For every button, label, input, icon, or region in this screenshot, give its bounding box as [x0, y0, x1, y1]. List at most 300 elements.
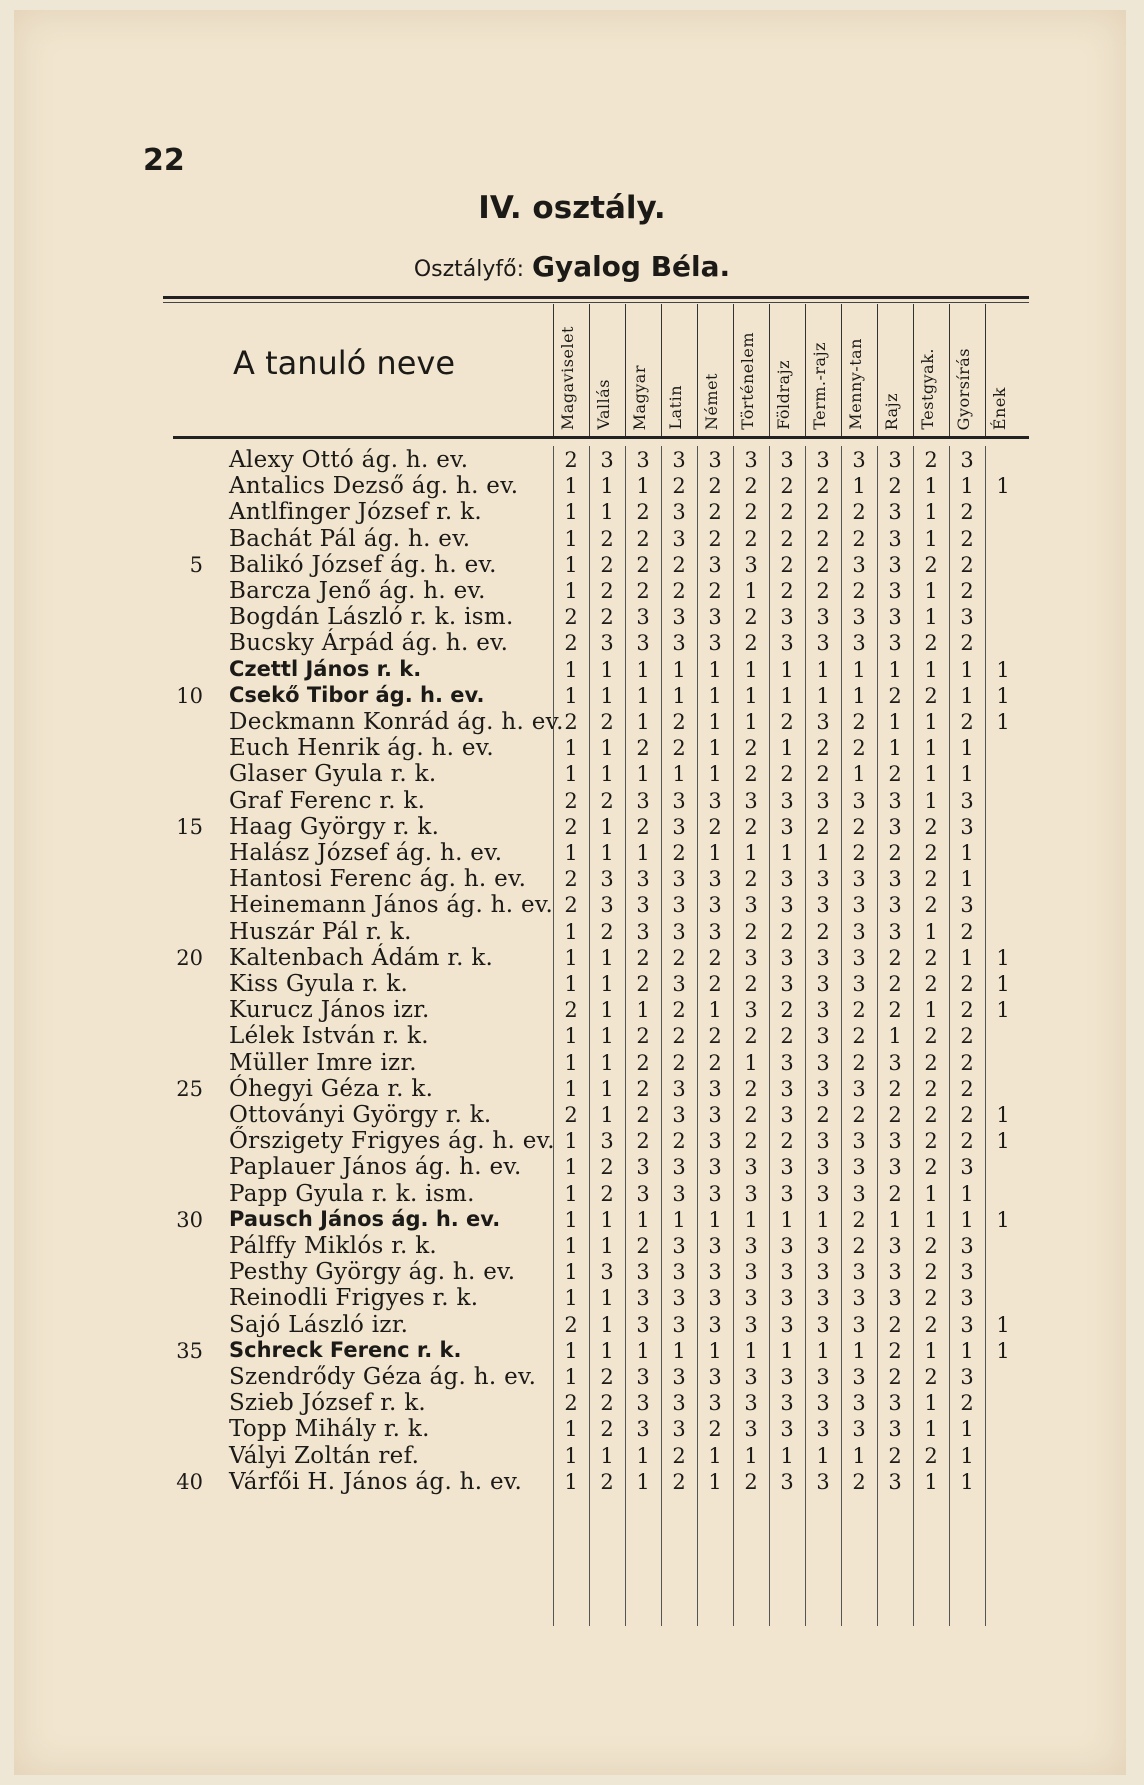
- grade-cell: 2: [672, 841, 686, 865]
- grade-cell: 3: [816, 1234, 830, 1258]
- grade-cell: 2: [924, 893, 938, 918]
- grade-cell: 2: [888, 1365, 902, 1389]
- grade-cell: 3: [816, 605, 830, 630]
- grade-cell: 1: [924, 526, 938, 551]
- grade-cell: 1: [672, 762, 686, 787]
- grade-cell: 3: [600, 448, 614, 472]
- grade-cell: 3: [744, 1234, 758, 1258]
- grade-cell: 3: [672, 1181, 686, 1206]
- grade-cell: 1: [708, 683, 722, 708]
- grade-cell: 3: [708, 605, 722, 630]
- grade-cell: 3: [636, 1155, 650, 1180]
- grade-cell: 2: [852, 736, 866, 761]
- grade-cell: 1: [924, 998, 938, 1023]
- grade-cell: 2: [708, 474, 722, 499]
- row-number: 15: [176, 814, 203, 839]
- grade-cell: 3: [816, 867, 830, 892]
- student-name: Szieb József r. k.: [229, 1390, 427, 1417]
- grade-cell: 1: [888, 1024, 902, 1049]
- grade-cell: 2: [924, 1312, 938, 1337]
- grade-cell: 3: [960, 788, 974, 813]
- grade-cell: 2: [636, 1076, 650, 1101]
- grade-cell: 3: [960, 814, 974, 839]
- grade-cell: 2: [780, 710, 794, 734]
- grade-cell: 2: [780, 998, 794, 1023]
- grade-cell: 1: [564, 552, 578, 577]
- grade-cell: 3: [708, 1129, 722, 1154]
- row-number: 10: [176, 683, 203, 708]
- grade-cell: 3: [672, 1312, 686, 1337]
- grade-cell: 2: [924, 1286, 938, 1311]
- grade-cell: 2: [924, 1076, 938, 1101]
- grade-cell: 3: [744, 448, 758, 472]
- subject-header: [589, 304, 626, 436]
- grade-cell: 1: [924, 1207, 938, 1232]
- grade-cell: 1: [960, 1207, 974, 1232]
- grade-cell: 1: [960, 841, 974, 865]
- student-name: Reinodli Frigyes r. k.: [229, 1285, 479, 1312]
- student-name: Szendrődy Géza ág. h. ev.: [229, 1364, 537, 1390]
- grade-cell: 1: [708, 841, 722, 865]
- grade-cell: 3: [744, 945, 758, 970]
- grade-cell: 1: [672, 1207, 686, 1232]
- grade-cell: 3: [780, 867, 794, 892]
- grade-cell: 1: [852, 1338, 866, 1363]
- grade-cell: 1: [960, 945, 974, 970]
- student-name: Csekő Tibor ág. h. ev.: [229, 682, 485, 707]
- grade-cell: 3: [816, 945, 830, 970]
- grade-cell: 2: [564, 788, 578, 813]
- grade-cell: 1: [564, 1181, 578, 1206]
- grade-cell: 3: [816, 1076, 830, 1101]
- grade-cell: 1: [888, 736, 902, 761]
- grade-cell: 2: [924, 448, 938, 472]
- subject-header: [841, 304, 878, 436]
- student-name: Barcza Jenő ág. h. ev.: [229, 578, 486, 604]
- grade-cell: 3: [744, 1391, 758, 1416]
- grade-cell: 3: [672, 1417, 686, 1442]
- grade-cell: 1: [924, 605, 938, 630]
- grade-cell: 1: [564, 683, 578, 708]
- grade-cell: 2: [816, 814, 830, 839]
- grade-cell: 1: [564, 1286, 578, 1311]
- grade-cell: 2: [852, 1234, 866, 1258]
- grade-cell: 1: [924, 579, 938, 603]
- grade-cell: 3: [708, 1365, 722, 1389]
- grade-cell: 1: [600, 474, 614, 499]
- subject-header-label: Magaviselet: [558, 325, 577, 430]
- grade-cell: 2: [852, 710, 866, 734]
- grade-cell: 2: [672, 736, 686, 761]
- grade-cell: 1: [924, 736, 938, 761]
- grade-cell: 2: [960, 552, 974, 577]
- grade-cell: 3: [708, 448, 722, 472]
- grade-cell: 2: [744, 631, 758, 656]
- grade-cell: 3: [960, 1234, 974, 1258]
- subject-header: [913, 304, 950, 436]
- grade-cell: 1: [564, 1155, 578, 1180]
- grade-cell: 1: [888, 657, 902, 682]
- grade-cell: 3: [816, 998, 830, 1023]
- student-name: Antalics Dezső ág. h. ev.: [229, 473, 519, 500]
- student-name: Deckmann Konrád ág. h. ev.: [229, 709, 564, 735]
- grade-cell: 2: [780, 1024, 794, 1049]
- grade-cell: 3: [708, 1103, 722, 1127]
- grade-cell: 2: [888, 1181, 902, 1206]
- grade-cell: 1: [744, 579, 758, 603]
- grade-cell: 1: [564, 762, 578, 787]
- subject-header-label: Német: [702, 372, 721, 430]
- grade-cell: 3: [852, 945, 866, 970]
- grade-cell: 1: [996, 972, 1010, 996]
- grade-cell: 3: [636, 788, 650, 813]
- grade-cell: 3: [852, 1417, 866, 1442]
- grade-cell: 1: [924, 1181, 938, 1206]
- grade-cell: 2: [780, 474, 794, 499]
- row-number: 35: [176, 1338, 203, 1363]
- grade-cell: 2: [960, 1129, 974, 1154]
- grade-cell: 3: [816, 1469, 830, 1494]
- student-name: Kurucz János izr.: [229, 997, 430, 1024]
- student-name: Euch Henrik ág. h. ev.: [229, 735, 494, 762]
- grade-cell: 3: [852, 1260, 866, 1285]
- row-number: 20: [176, 945, 203, 970]
- grade-cell: 2: [924, 972, 938, 996]
- grade-cell: 1: [960, 736, 974, 761]
- grade-cell: 3: [780, 1076, 794, 1101]
- student-name: Bogdán László r. k. ism.: [229, 604, 514, 631]
- grade-cell: 1: [564, 1207, 578, 1232]
- grade-cell: 3: [708, 893, 722, 918]
- grade-cell: 2: [924, 683, 938, 708]
- subject-header-label: Term.-rajz: [810, 342, 829, 430]
- grade-cell: 2: [636, 1129, 650, 1154]
- grade-cell: 2: [564, 1312, 578, 1337]
- subject-header-label: Történelem: [738, 332, 757, 430]
- grade-cell: 1: [744, 1443, 758, 1468]
- grade-cell: 2: [600, 1417, 614, 1442]
- grade-cell: 3: [672, 1103, 686, 1127]
- grade-cell: 3: [888, 448, 902, 472]
- grade-cell: 2: [744, 762, 758, 787]
- grade-cell: 3: [852, 972, 866, 996]
- grade-cell: 2: [816, 474, 830, 499]
- grade-cell: 3: [852, 788, 866, 813]
- grade-cell: 3: [708, 552, 722, 577]
- grade-cell: 2: [600, 526, 614, 551]
- grade-cell: 1: [636, 762, 650, 787]
- grade-cell: 3: [852, 1155, 866, 1180]
- grade-cell: 1: [852, 657, 866, 682]
- grade-cell: 1: [744, 1207, 758, 1232]
- grade-cell: 3: [744, 1312, 758, 1337]
- grade-cell: 3: [672, 1076, 686, 1101]
- page-number: 22: [143, 143, 185, 178]
- grade-cell: 2: [672, 1443, 686, 1468]
- grade-cell: 1: [744, 657, 758, 682]
- grade-cell: 2: [672, 1050, 686, 1075]
- grade-cell: 2: [780, 526, 794, 551]
- subject-header: [949, 304, 986, 436]
- grade-cell: 1: [852, 1443, 866, 1468]
- grade-cell: 2: [816, 579, 830, 603]
- grade-cell: 2: [708, 945, 722, 970]
- grade-cell: 1: [960, 1338, 974, 1363]
- grade-cell: 2: [708, 526, 722, 551]
- grade-cell: 1: [780, 1338, 794, 1363]
- grade-cell: 3: [888, 579, 902, 603]
- grade-cell: 2: [600, 1155, 614, 1180]
- grade-cell: 3: [960, 1365, 974, 1389]
- student-name: Kaltenbach Ádám r. k.: [229, 944, 494, 971]
- subject-header: [733, 304, 770, 436]
- grade-cell: 3: [852, 1312, 866, 1337]
- grade-cell: 1: [564, 1129, 578, 1154]
- grade-cell: 1: [600, 1286, 614, 1311]
- grade-cell: 3: [672, 631, 686, 656]
- grade-cell: 2: [924, 1103, 938, 1127]
- grade-cell: 2: [744, 814, 758, 839]
- grade-cell: 2: [744, 1129, 758, 1154]
- grade-cell: 3: [780, 631, 794, 656]
- grade-cell: 3: [780, 1103, 794, 1127]
- grade-cell: 1: [996, 1312, 1010, 1337]
- grade-cell: 2: [960, 1103, 974, 1127]
- grade-cell: 3: [780, 1469, 794, 1494]
- grade-cell: 3: [600, 867, 614, 892]
- grade-cell: 1: [816, 1207, 830, 1232]
- grade-cell: 3: [888, 1050, 902, 1075]
- grade-cell: 1: [564, 1024, 578, 1049]
- grade-cell: 3: [672, 919, 686, 944]
- grade-cell: 3: [744, 552, 758, 577]
- student-name: Kiss Gyula r. k.: [229, 971, 409, 997]
- grade-cell: 1: [744, 710, 758, 734]
- grade-cell: 3: [672, 867, 686, 892]
- grade-cell: 2: [636, 526, 650, 551]
- form-master-label: Osztályfő:: [413, 257, 524, 282]
- grade-cell: 1: [672, 683, 686, 708]
- grade-cell: 1: [564, 841, 578, 865]
- grade-cell: 3: [780, 972, 794, 996]
- grade-cell: 2: [672, 945, 686, 970]
- student-name: Őrszigety Frigyes ág. h. ev.: [229, 1128, 555, 1155]
- subject-header: [769, 304, 806, 436]
- grade-cell: 2: [960, 1024, 974, 1049]
- grade-cell: 2: [708, 579, 722, 603]
- grade-cell: 2: [636, 736, 650, 761]
- grade-cell: 3: [960, 448, 974, 472]
- grade-cell: 1: [996, 683, 1010, 708]
- grade-cell: 2: [780, 762, 794, 787]
- grade-cell: 2: [924, 1155, 938, 1180]
- grade-cell: 1: [924, 1338, 938, 1363]
- grade-cell: 3: [816, 1181, 830, 1206]
- grade-cell: 3: [816, 1365, 830, 1389]
- grade-cell: 1: [996, 1103, 1010, 1127]
- grade-cell: 2: [816, 919, 830, 944]
- grade-cell: 2: [564, 710, 578, 734]
- grade-cell: 3: [960, 1286, 974, 1311]
- grade-cell: 2: [600, 1365, 614, 1389]
- grade-cell: 3: [744, 1417, 758, 1442]
- grade-cell: 1: [600, 1443, 614, 1468]
- grade-cell: 3: [816, 710, 830, 734]
- grade-cell: 3: [744, 893, 758, 918]
- grade-cell: 1: [564, 736, 578, 761]
- grade-cell: 2: [600, 552, 614, 577]
- grade-cell: 1: [960, 762, 974, 787]
- student-name: Bucsky Árpád ág. h. ev.: [229, 630, 509, 657]
- grade-cell: 1: [600, 500, 614, 525]
- grade-cell: 2: [924, 1260, 938, 1285]
- grade-cell: 3: [888, 605, 902, 630]
- grade-cell: 3: [888, 814, 902, 839]
- grade-cell: 1: [564, 972, 578, 996]
- grade-cell: 3: [636, 1260, 650, 1285]
- grade-cell: 1: [636, 1338, 650, 1363]
- grade-cell: 2: [852, 998, 866, 1023]
- subject-header: [805, 304, 842, 436]
- grade-cell: 1: [564, 1365, 578, 1389]
- grade-cell: 3: [708, 867, 722, 892]
- student-name: Óhegyi Géza r. k.: [229, 1075, 434, 1102]
- grade-cell: 2: [564, 605, 578, 630]
- grade-cell: 2: [924, 841, 938, 865]
- grade-cell: 3: [780, 1312, 794, 1337]
- grade-cell: 3: [708, 1181, 722, 1206]
- grade-cell: 3: [960, 1260, 974, 1285]
- grade-cell: 3: [708, 788, 722, 813]
- grade-cell: 3: [672, 972, 686, 996]
- grade-cell: 3: [888, 1417, 902, 1442]
- grade-cell: 2: [888, 1103, 902, 1127]
- grade-cell: 2: [960, 631, 974, 656]
- grade-cell: 1: [636, 1443, 650, 1468]
- grade-cell: 3: [672, 500, 686, 525]
- grade-cell: 2: [852, 579, 866, 603]
- grade-cell: 3: [888, 867, 902, 892]
- grade-cell: 2: [960, 998, 974, 1023]
- grade-cell: 3: [816, 893, 830, 918]
- grade-cell: 2: [708, 1050, 722, 1075]
- grade-cell: 3: [600, 1260, 614, 1285]
- grade-cell: 3: [708, 1234, 722, 1258]
- grade-cell: 1: [600, 998, 614, 1023]
- grade-cell: 1: [564, 500, 578, 525]
- grade-cell: 3: [888, 1129, 902, 1154]
- grade-cell: 2: [924, 552, 938, 577]
- grade-cell: 2: [636, 579, 650, 603]
- subject-header: [877, 304, 914, 436]
- grade-cell: 3: [672, 605, 686, 630]
- grade-cell: 3: [636, 1417, 650, 1442]
- grade-cell: 2: [888, 1076, 902, 1101]
- grade-cell: 2: [672, 1469, 686, 1494]
- grade-cell: 3: [816, 1260, 830, 1285]
- grade-cell: 2: [780, 552, 794, 577]
- grade-cell: 1: [564, 1076, 578, 1101]
- grade-cell: 3: [960, 893, 974, 918]
- grade-cell: 1: [600, 762, 614, 787]
- grade-cell: 2: [600, 605, 614, 630]
- grade-cell: 3: [636, 1365, 650, 1389]
- student-name: Graf Ferenc r. k.: [229, 787, 426, 814]
- grade-cell: 1: [852, 683, 866, 708]
- grade-cell: 3: [888, 526, 902, 551]
- grade-cell: 3: [852, 919, 866, 944]
- grade-cell: 3: [816, 448, 830, 472]
- grade-cell: 1: [960, 1417, 974, 1442]
- grade-cell: 3: [780, 1234, 794, 1258]
- form-master-name: Gyalog Béla.: [531, 250, 731, 283]
- grade-cell: 1: [996, 998, 1010, 1023]
- grade-cell: 1: [672, 657, 686, 682]
- subject-header: [553, 304, 590, 436]
- grade-cell: 2: [960, 919, 974, 944]
- grade-cell: 1: [960, 1443, 974, 1468]
- grade-cell: 1: [924, 1469, 938, 1494]
- student-name: Vályi Zoltán ref.: [229, 1442, 420, 1469]
- grade-cell: 3: [960, 1312, 974, 1337]
- grade-cell: 3: [888, 893, 902, 918]
- subject-header: [625, 304, 662, 436]
- grade-cell: 2: [744, 1469, 758, 1494]
- grade-cell: 1: [708, 657, 722, 682]
- table-top-rule: [163, 296, 1029, 299]
- grade-cell: 1: [564, 1234, 578, 1258]
- grade-cell: 3: [888, 1469, 902, 1494]
- student-name: Sajó László izr.: [229, 1311, 409, 1338]
- grade-cell: 2: [780, 919, 794, 944]
- grade-cell: 1: [600, 945, 614, 970]
- grade-cell: 2: [852, 500, 866, 525]
- student-name: Topp Mihály r. k.: [229, 1416, 430, 1443]
- grade-cell: 1: [924, 1417, 938, 1442]
- grade-cell: 2: [888, 945, 902, 970]
- grade-cell: 1: [708, 1443, 722, 1468]
- grade-cell: 3: [852, 552, 866, 577]
- grade-cell: 1: [636, 474, 650, 499]
- grade-cell: 3: [816, 1417, 830, 1442]
- grade-cell: 2: [924, 945, 938, 970]
- grade-cell: 1: [564, 1050, 578, 1075]
- grade-cell: 3: [636, 605, 650, 630]
- grade-cell: 3: [636, 1181, 650, 1206]
- grade-cell: 2: [960, 579, 974, 603]
- grade-cell: 1: [600, 1024, 614, 1049]
- grade-cell: 2: [600, 1181, 614, 1206]
- grade-cell: 2: [744, 919, 758, 944]
- grade-cell: 3: [780, 1181, 794, 1206]
- grade-cell: 2: [888, 1338, 902, 1363]
- student-name: Várfői H. János ág. h. ev.: [229, 1468, 523, 1495]
- grade-cell: 1: [924, 710, 938, 734]
- grade-cell: 2: [600, 579, 614, 603]
- grade-cell: 1: [600, 1207, 614, 1232]
- grade-cell: 2: [960, 500, 974, 525]
- grade-cell: 1: [600, 814, 614, 839]
- grade-cell: 3: [852, 448, 866, 472]
- grade-cell: 3: [888, 1234, 902, 1258]
- grade-cell: 2: [960, 972, 974, 996]
- grade-cell: 3: [744, 1286, 758, 1311]
- grade-cell: 1: [744, 1050, 758, 1075]
- student-name: Pausch János ág. h. ev.: [229, 1206, 501, 1231]
- grade-cell: 2: [960, 1076, 974, 1101]
- subject-header-label: Ének: [990, 386, 1009, 430]
- grade-cell: 2: [888, 998, 902, 1023]
